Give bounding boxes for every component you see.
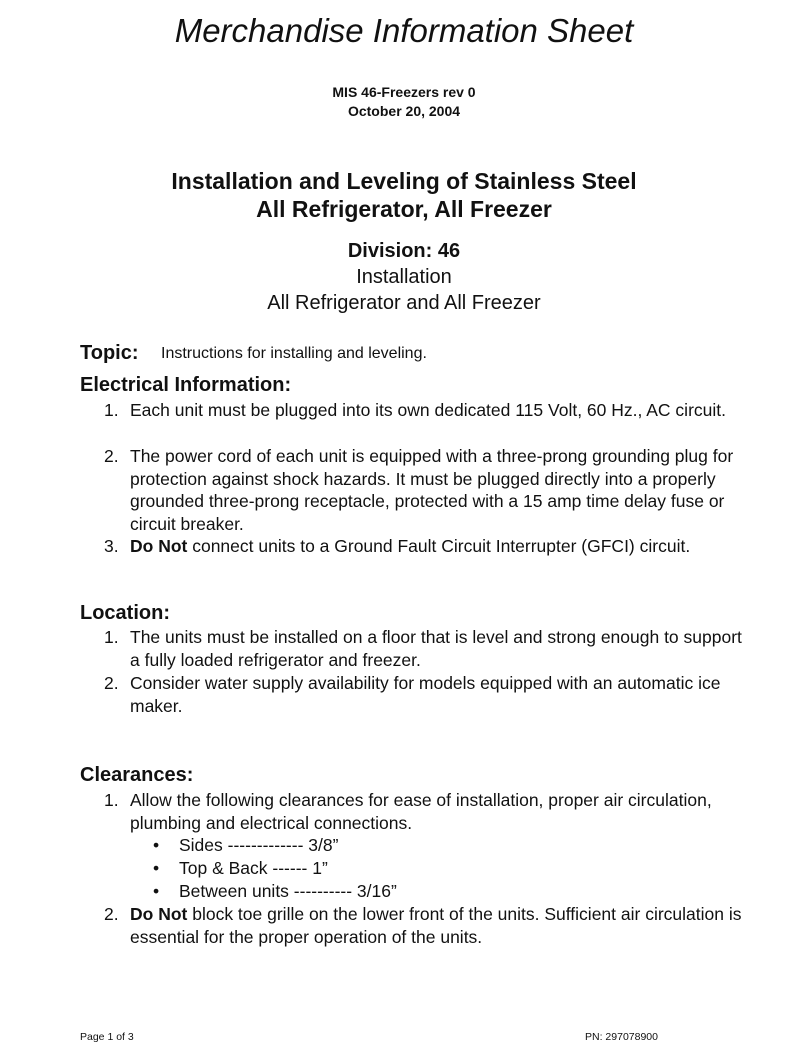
item-bold-text: Do Not — [130, 904, 188, 924]
item-text: connect units to a Ground Fault Circuit Interrupter (GFCI) circuit. — [187, 536, 691, 556]
clearance-bullet-sides — [153, 834, 338, 857]
topic-label: Topic: — [80, 342, 139, 364]
item-number: 3. — [104, 536, 119, 556]
electrical-item-3 — [104, 535, 744, 558]
clearances-item-1 — [104, 789, 744, 834]
item-number: 1. — [104, 400, 119, 420]
item-text: Each unit must be plugged into its own dedicated 115 Volt, 60 Hz., AC circuit. — [130, 400, 726, 420]
item-text: The units must be installed on a floor that is level and strong enough to support a fully loaded refrigerator and freezer. — [130, 627, 742, 670]
document-date: October 20, 2004 — [347, 103, 461, 119]
bullet-text: Sides ------------- 3/8” — [179, 835, 339, 855]
item-number: 1. — [104, 790, 119, 810]
clearance-bullet-top-back — [153, 857, 328, 880]
page-number: Page 1 of 3 — [80, 1031, 134, 1043]
item-text: Allow the following clearances for ease of installation, proper air circulation, plumbing and electrical connections. — [130, 790, 712, 833]
heading-line-1: Installation and Leveling of Stainless Steel — [171, 168, 637, 194]
bullet-icon: • — [153, 858, 160, 878]
item-number: 2. — [104, 446, 119, 466]
topic-text: Instructions for installing and leveling. — [161, 345, 427, 362]
electrical-item-2 — [104, 445, 744, 535]
electrical-item-1 — [104, 399, 744, 422]
division-line-2: All Refrigerator and All Freezer — [267, 292, 541, 314]
bullet-icon: • — [153, 835, 160, 855]
item-number: 2. — [104, 673, 119, 693]
item-text-wrap — [130, 535, 744, 558]
item-text-wrap — [130, 903, 744, 948]
item-number: 2. — [104, 904, 119, 924]
bullet-text: Top & Back ------ 1” — [179, 858, 328, 878]
item-number: 1. — [104, 627, 119, 647]
location-section-title: Location: — [80, 602, 170, 624]
location-item-2 — [104, 672, 744, 717]
clearance-bullet-between-units — [153, 880, 397, 903]
item-text: The power cord of each unit is equipped with a three-prong grounding plug for protection against shock hazards. It must be plugged directly into a properly grounded three-prong receptacle, protected with a 15 amp time delay fuse or circuit breaker. — [130, 446, 734, 534]
division-line-1: Installation — [356, 266, 452, 288]
heading-line-2: All Refrigerator, All Freezer — [256, 196, 552, 222]
division-label: Division: 46 — [347, 240, 461, 262]
part-number: PN: 297078900 — [585, 1031, 658, 1043]
mis-number: MIS 46-Freezers rev 0 — [332, 84, 476, 100]
item-text: block toe grille on the lower front of the units. Sufficient air circulation is essential for the proper operation of the units. — [130, 904, 742, 947]
electrical-section-title: Electrical Information: — [80, 374, 292, 396]
item-bold-text: Do Not — [130, 536, 188, 556]
location-item-1 — [104, 626, 744, 671]
item-text: Consider water supply availability for models equipped with an automatic ice maker. — [130, 673, 721, 716]
document-title: Merchandise Information Sheet — [174, 12, 634, 49]
bullet-text: Between units ---------- 3/16” — [179, 881, 397, 901]
bullet-icon: • — [153, 881, 160, 901]
clearances-item-2 — [104, 903, 744, 948]
clearances-section-title: Clearances: — [80, 764, 194, 786]
